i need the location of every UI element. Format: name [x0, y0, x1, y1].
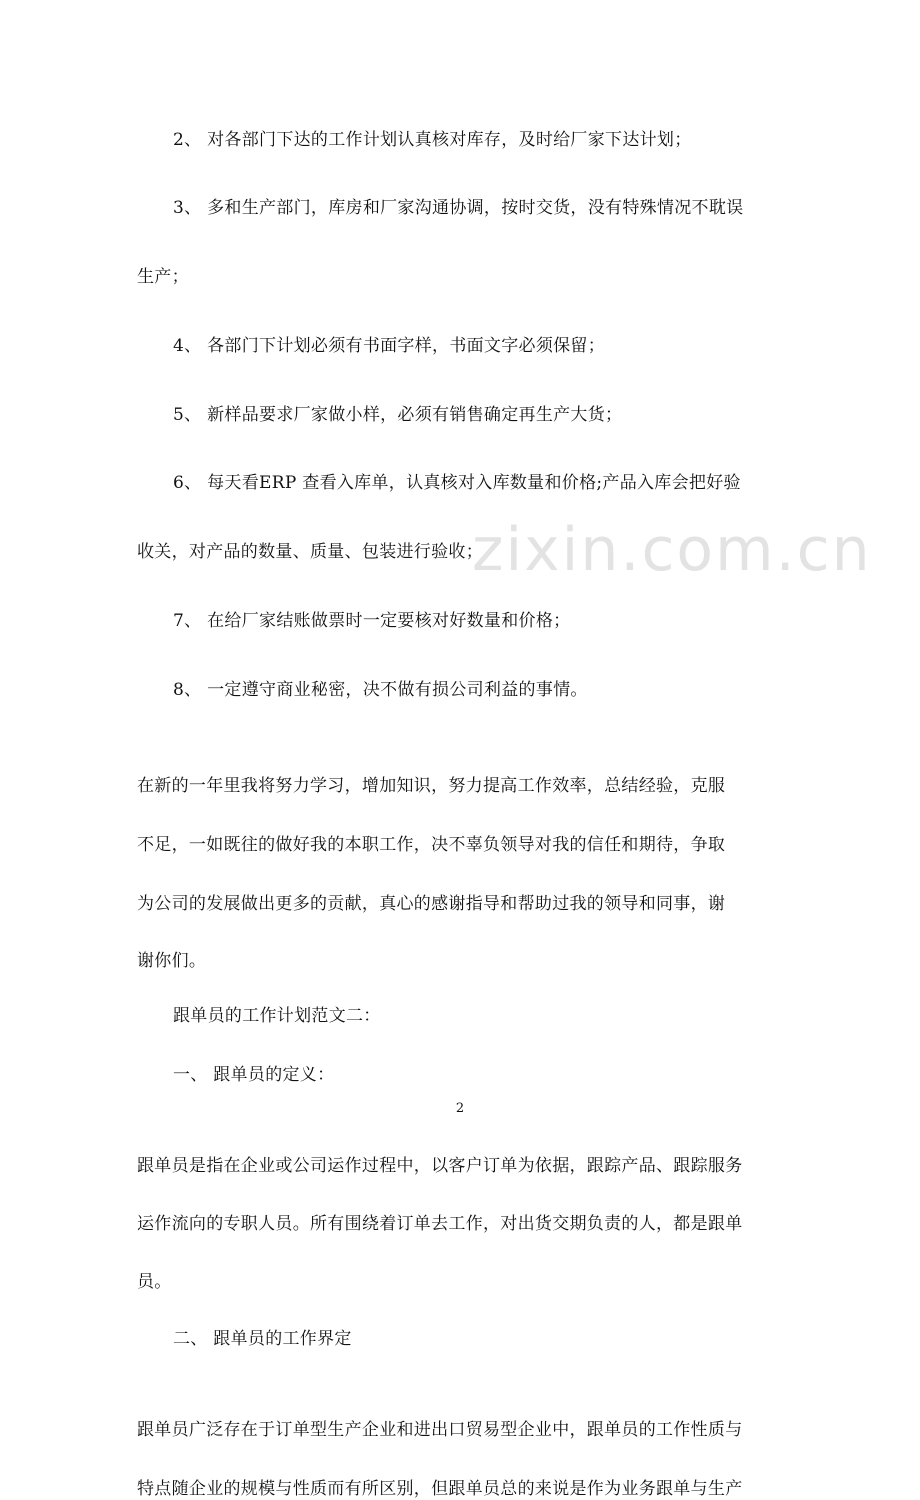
list-item-7: 7、 在给厂家结账做票时一定要核对好数量和价格； — [173, 611, 571, 631]
subsection-heading: 二、 跟单员的工作界定 — [173, 1329, 352, 1349]
page-number: 2 — [455, 1101, 465, 1116]
list-item-6-continued: 收关，对产品的数量、质量、包装进行验收； — [137, 542, 483, 562]
paragraph-line: 跟单员广泛存在于订单型生产企业和进出口贸易型企业中，跟单员的工作性质与 — [137, 1420, 743, 1440]
paragraph-line: 谢你们。 — [137, 951, 207, 971]
list-item-5: 5、 新样品要求厂家做小样，必须有销售确定再生产大货； — [173, 405, 623, 425]
paragraph-line: 跟单员是指在企业或公司运作过程中，以客户订单为依据，跟踪产品、跟踪服务 — [137, 1156, 743, 1176]
paragraph-line: 特点随企业的规模与性质而有所区别，但跟单员总的来说是作为业务跟单与生产 — [137, 1479, 743, 1499]
list-item-6: 6、 每天看ERP 查看入库单，认真核对入库数量和价格;产品入库会把好验 — [173, 473, 741, 493]
section-heading: 跟单员的工作计划范文二： — [173, 1006, 381, 1026]
paragraph-line: 运作流向的专职人员。所有围绕着订单去工作，对出货交期负责的人，都是跟单 — [137, 1214, 743, 1234]
subsection-heading: 一、 跟单员的定义： — [173, 1065, 335, 1085]
watermark: zixin.com.cn — [472, 515, 872, 585]
paragraph-line: 不足，一如既往的做好我的本职工作，决不辜负领导对我的信任和期待，争取 — [137, 835, 726, 855]
list-item-8: 8、 一定遵守商业秘密，决不做有损公司利益的事情。 — [173, 680, 588, 700]
paragraph-line: 员。 — [137, 1272, 172, 1292]
list-item-4: 4、 各部门下计划必须有书面字样，书面文字必须保留； — [173, 336, 606, 356]
list-item-3: 3、 多和生产部门，库房和厂家沟通协调，按时交货，没有特殊情况不耽误 — [173, 198, 744, 218]
list-item-2: 2、 对各部门下达的工作计划认真核对库存，及时给厂家下达计划； — [173, 130, 692, 150]
list-item-3-continued: 生产； — [137, 267, 189, 287]
paragraph-line: 为公司的发展做出更多的贡献，真心的感谢指导和帮助过我的领导和同事，谢 — [137, 894, 726, 914]
paragraph-line: 在新的一年里我将努力学习，增加知识，努力提高工作效率，总结经验，克服 — [137, 776, 726, 796]
